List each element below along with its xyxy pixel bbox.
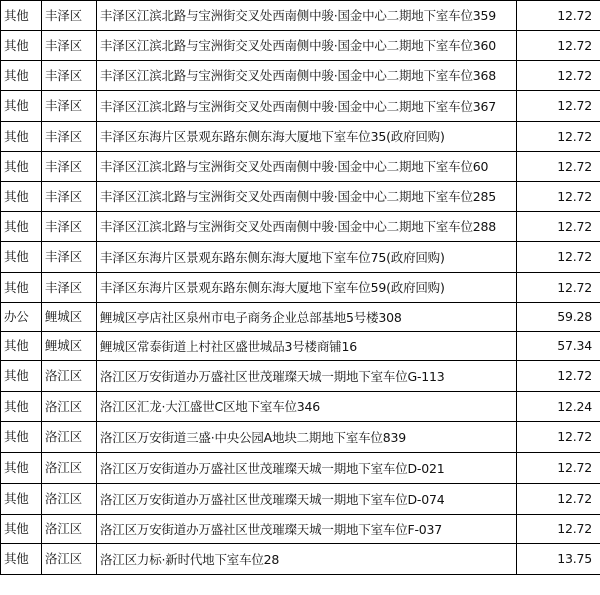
area-cell: 12.72 xyxy=(517,484,600,515)
property-type-cell: 办公 xyxy=(1,303,42,332)
property-type-cell: 其他 xyxy=(1,273,42,303)
table-row xyxy=(1,212,600,242)
property-type-cell: 其他 xyxy=(1,392,42,422)
area-cell: 12.72 xyxy=(517,273,600,303)
district-cell: 洛江区 xyxy=(42,422,97,453)
table-row xyxy=(1,273,600,303)
area-cell: 57.34 xyxy=(517,332,600,361)
location-cell: 丰泽区江滨北路与宝洲街交叉处西南侧中骏·国金中心二期地下室车位288 xyxy=(97,212,517,242)
area-cell: 13.75 xyxy=(517,544,600,575)
district-cell: 丰泽区 xyxy=(42,273,97,303)
table-row xyxy=(1,122,600,152)
location-cell: 丰泽区东海片区景观东路东侧东海大厦地下室车位59(政府回购) xyxy=(97,273,517,303)
district-cell: 鲤城区 xyxy=(42,332,97,361)
property-type-cell: 其他 xyxy=(1,122,42,152)
district-cell: 洛江区 xyxy=(42,453,97,484)
area-cell: 12.72 xyxy=(517,212,600,242)
district-cell: 丰泽区 xyxy=(42,122,97,152)
location-cell: 丰泽区江滨北路与宝洲街交叉处西南侧中骏·国金中心二期地下室车位60 xyxy=(97,152,517,182)
location-cell: 洛江区万安街道办万盛社区世茂璀璨天城一期地下室车位G-113 xyxy=(97,361,517,392)
location-cell: 丰泽区江滨北路与宝洲街交叉处西南侧中骏·国金中心二期地下室车位360 xyxy=(97,31,517,61)
location-cell: 鲤城区亭店社区泉州市电子商务企业总部基地5号楼308 xyxy=(97,303,517,332)
location-cell: 丰泽区江滨北路与宝洲街交叉处西南侧中骏·国金中心二期地下室车位368 xyxy=(97,61,517,91)
location-cell: 洛江区汇龙·大江盛世C区地下室车位346 xyxy=(97,392,517,422)
district-cell: 鲤城区 xyxy=(42,303,97,332)
location-cell: 鲤城区常泰街道上村社区盛世城品3号楼商铺16 xyxy=(97,332,517,361)
district-cell: 丰泽区 xyxy=(42,31,97,61)
district-cell: 洛江区 xyxy=(42,484,97,515)
area-cell: 12.24 xyxy=(517,392,600,422)
property-type-cell: 其他 xyxy=(1,422,42,453)
property-type-cell: 其他 xyxy=(1,31,42,61)
property-type-cell: 其他 xyxy=(1,361,42,392)
property-type-cell: 其他 xyxy=(1,484,42,515)
district-cell: 丰泽区 xyxy=(42,61,97,91)
area-cell: 12.72 xyxy=(517,242,600,273)
table-row xyxy=(1,152,600,182)
table-row xyxy=(1,91,600,122)
property-type-cell: 其他 xyxy=(1,91,42,122)
table-row xyxy=(1,392,600,422)
area-cell: 12.72 xyxy=(517,122,600,152)
table-row xyxy=(1,453,600,484)
location-cell: 丰泽区江滨北路与宝洲街交叉处西南侧中骏·国金中心二期地下室车位367 xyxy=(97,91,517,122)
district-cell: 洛江区 xyxy=(42,544,97,575)
location-cell: 丰泽区东海片区景观东路东侧东海大厦地下室车位35(政府回购) xyxy=(97,122,517,152)
table-row xyxy=(1,61,600,91)
location-cell: 丰泽区东海片区景观东路东侧东海大厦地下室车位75(政府回购) xyxy=(97,242,517,273)
table-row xyxy=(1,303,600,332)
table-row xyxy=(1,242,600,273)
property-type-cell: 其他 xyxy=(1,515,42,544)
location-cell: 洛江区万安街道办万盛社区世茂璀璨天城一期地下室车位F-037 xyxy=(97,515,517,544)
table-row xyxy=(1,361,600,392)
area-cell: 12.72 xyxy=(517,31,600,61)
district-cell: 丰泽区 xyxy=(42,242,97,273)
property-type-cell: 其他 xyxy=(1,1,42,31)
table-row xyxy=(1,544,600,575)
property-type-cell: 其他 xyxy=(1,453,42,484)
property-type-cell: 其他 xyxy=(1,182,42,212)
area-cell: 12.72 xyxy=(517,422,600,453)
property-type-cell: 其他 xyxy=(1,61,42,91)
location-cell: 丰泽区江滨北路与宝洲街交叉处西南侧中骏·国金中心二期地下室车位285 xyxy=(97,182,517,212)
location-cell: 洛江区万安街道办万盛社区世茂璀璨天城一期地下室车位D-021 xyxy=(97,453,517,484)
district-cell: 洛江区 xyxy=(42,392,97,422)
area-cell: 12.72 xyxy=(517,515,600,544)
district-cell: 丰泽区 xyxy=(42,212,97,242)
district-cell: 洛江区 xyxy=(42,361,97,392)
table-row xyxy=(1,1,600,31)
area-cell: 12.72 xyxy=(517,61,600,91)
district-cell: 洛江区 xyxy=(42,515,97,544)
property-type-cell: 其他 xyxy=(1,544,42,575)
area-cell: 12.72 xyxy=(517,453,600,484)
property-type-cell: 其他 xyxy=(1,242,42,273)
table-row xyxy=(1,332,600,361)
table-row xyxy=(1,422,600,453)
table-row xyxy=(1,31,600,61)
table-row xyxy=(1,515,600,544)
table-body xyxy=(1,1,600,575)
area-cell: 12.72 xyxy=(517,152,600,182)
property-type-cell: 其他 xyxy=(1,212,42,242)
table-row xyxy=(1,484,600,515)
location-cell: 洛江区万安街道办万盛社区世茂璀璨天城一期地下室车位D-074 xyxy=(97,484,517,515)
area-cell: 59.28 xyxy=(517,303,600,332)
area-cell: 12.72 xyxy=(517,1,600,31)
area-cell: 12.72 xyxy=(517,361,600,392)
location-cell: 洛江区力标·新时代地下室车位28 xyxy=(97,544,517,575)
area-cell: 12.72 xyxy=(517,91,600,122)
location-cell: 丰泽区江滨北路与宝洲街交叉处西南侧中骏·国金中心二期地下室车位359 xyxy=(97,1,517,31)
location-cell: 洛江区万安街道三盛·中央公园A地块二期地下室车位839 xyxy=(97,422,517,453)
district-cell: 丰泽区 xyxy=(42,152,97,182)
district-cell: 丰泽区 xyxy=(42,182,97,212)
property-type-cell: 其他 xyxy=(1,152,42,182)
area-cell: 12.72 xyxy=(517,182,600,212)
district-cell: 丰泽区 xyxy=(42,91,97,122)
table-row xyxy=(1,182,600,212)
district-cell: 丰泽区 xyxy=(42,1,97,31)
property-type-cell: 其他 xyxy=(1,332,42,361)
